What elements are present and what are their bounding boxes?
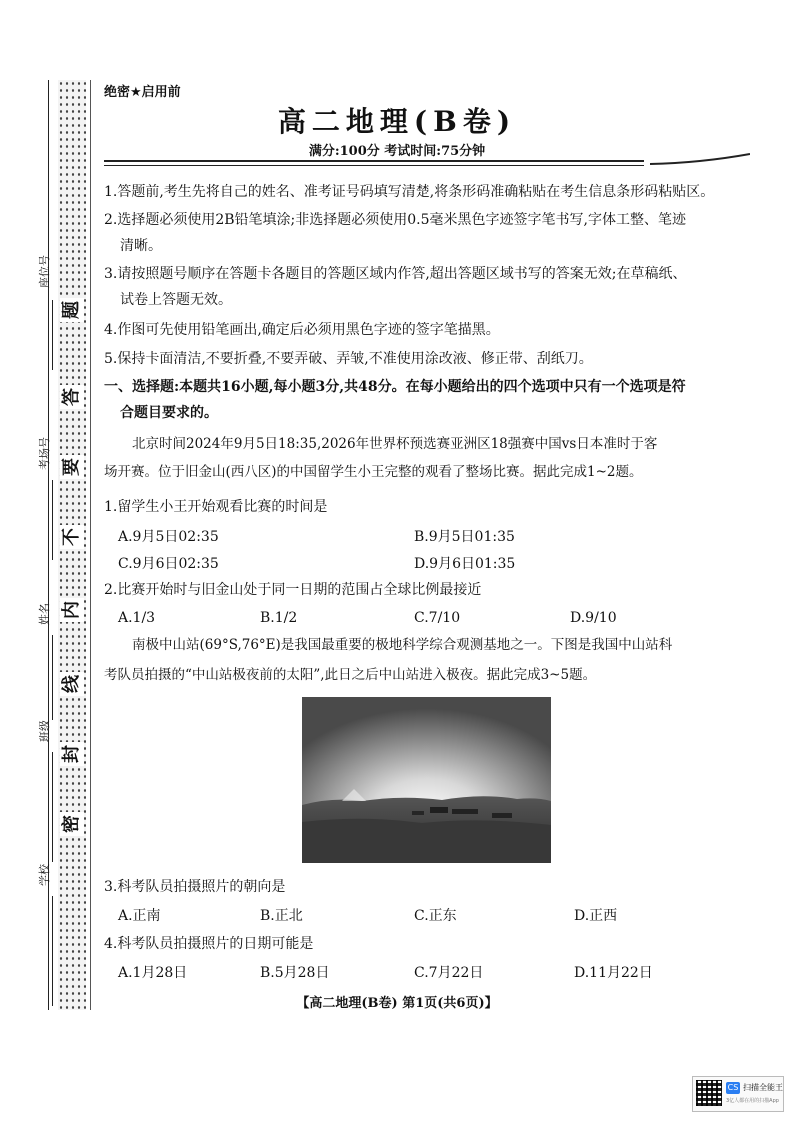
seal-char-2: 答: [60, 385, 84, 409]
binding-line-inner: [90, 80, 91, 1010]
q1-option-a[interactable]: A.9月5日02:35: [118, 529, 219, 545]
section-heading: 一、选择题:本题共16小题,每小题3分,共48分。在每小题给出的四个选项中只有一个选项是符: [104, 379, 686, 395]
q2-option-c[interactable]: C.7/10: [414, 610, 461, 626]
q2-stem: 2.比赛开始时与旧金山处于同一日期的范围占全球比例最接近: [104, 582, 482, 598]
field-name-label: 姓名: [38, 603, 51, 625]
zhongshan-sun-photo: [302, 697, 551, 863]
field-school-label: 学校: [38, 864, 51, 886]
field-room-line[interactable]: [52, 480, 53, 560]
qr-code-icon: [696, 1080, 722, 1106]
q4-option-d[interactable]: D.11月22日: [574, 965, 653, 981]
q2-option-a[interactable]: A.1/3: [118, 610, 156, 626]
seal-char-8: 密: [60, 812, 84, 836]
q1-option-b[interactable]: B.9月5日01:35: [414, 529, 515, 545]
instruction-3-cont: 试卷上答题无效。: [120, 292, 232, 308]
instruction-2: 2.选择题必须使用2B铅笔填涂;非选择题必须使用0.5毫米黑色字迹签字笔书写,字体工整、笔迹: [104, 212, 686, 228]
passage2-line1: 南极中山站(69°S,76°E)是我国最重要的极地科学综合观测基地之一。下图是我国中山站科: [132, 637, 673, 653]
q2-option-d[interactable]: D.9/10: [570, 610, 617, 626]
field-seat-label: 座位号: [38, 255, 51, 288]
instruction-4: 4.作图可先使用铅笔画出,确定后必须用黑色字迹的签字笔描黑。: [104, 322, 500, 338]
field-class-label: 班级: [38, 720, 51, 742]
q4-stem: 4.科考队员拍摄照片的日期可能是: [104, 936, 314, 952]
scanner-watermark: [692, 1076, 784, 1112]
seal-char-7: 封: [60, 742, 84, 766]
instruction-1: 1.答题前,考生先将自己的姓名、准考证号码填写清楚,将条形码准确粘贴在考生信息条形码粘贴区。: [104, 184, 715, 200]
field-name-line[interactable]: [52, 635, 53, 720]
q4-option-a[interactable]: A.1月28日: [118, 965, 188, 981]
q1-stem: 1.留学生小王开始观看比赛的时间是: [104, 499, 328, 515]
q3-option-b[interactable]: B.正北: [260, 908, 303, 924]
header-rule-thick: [104, 160, 644, 162]
header-swoosh: [650, 152, 750, 166]
q4-option-c[interactable]: C.7月22日: [414, 965, 484, 981]
camscanner-logo-icon: CS: [727, 1083, 739, 1092]
header-rule-thin: [104, 165, 644, 166]
q1-option-c[interactable]: C.9月6日02:35: [118, 556, 219, 572]
page-footer: 【高二地理(B卷) 第1页(共6页)】: [296, 996, 498, 1011]
seal-char-4: 不: [60, 525, 84, 549]
seal-char-5: 内: [60, 598, 84, 622]
secret-mark: 绝密★启用前: [104, 85, 181, 100]
passage1-line1: 北京时间2024年9月5日18:35,2026年世界杯预选赛亚洲区18强赛中国vs日本准时于客: [132, 436, 658, 452]
field-school-line[interactable]: [52, 896, 53, 1006]
exam-info: 满分:100分 考试时间:75分钟: [308, 144, 486, 159]
q1-option-d[interactable]: D.9月6日01:35: [414, 556, 516, 572]
field-seat-line[interactable]: [52, 300, 53, 370]
instruction-3: 3.请按照题号顺序在答题卡各题目的答题区域内作答,超出答题区域书写的答案无效;在草稿纸、: [104, 266, 687, 282]
passage2-line2: 考队员拍摄的“中山站极夜前的太阳”,此日之后中山站进入极夜。据此完成3~5题。: [104, 667, 597, 683]
page-title: 高二地理(B卷): [277, 105, 517, 138]
instruction-5: 5.保持卡面清洁,不要折叠,不要弄破、弄皱,不准使用涂改液、修正带、刮纸刀。: [104, 351, 593, 367]
q3-option-a[interactable]: A.正南: [118, 908, 161, 924]
q2-option-b[interactable]: B.1/2: [260, 610, 298, 626]
passage1-line2: 场开赛。位于旧金山(西八区)的中国留学生小王完整的观看了整场比赛。据此完成1~2题。: [104, 464, 643, 480]
scanner-app-name: 扫描全能王: [743, 1083, 783, 1092]
seal-char-6: 线: [60, 672, 84, 696]
q3-option-c[interactable]: C.正东: [414, 908, 457, 924]
q4-option-b[interactable]: B.5月28日: [260, 965, 330, 981]
section-heading-cont: 合题目要求的。: [120, 405, 218, 421]
q3-stem: 3.科考队员拍摄照片的朝向是: [104, 879, 286, 895]
seal-char-3: 要: [60, 455, 84, 479]
scanner-slogan: 3亿人都在用的扫描App: [726, 1098, 779, 1104]
seal-char-1: 题: [60, 298, 84, 322]
q3-option-d[interactable]: D.正西: [574, 908, 618, 924]
instruction-2-cont: 清晰。: [120, 238, 162, 254]
field-class-line[interactable]: [52, 752, 53, 862]
field-room-label: 考场号: [38, 437, 51, 470]
